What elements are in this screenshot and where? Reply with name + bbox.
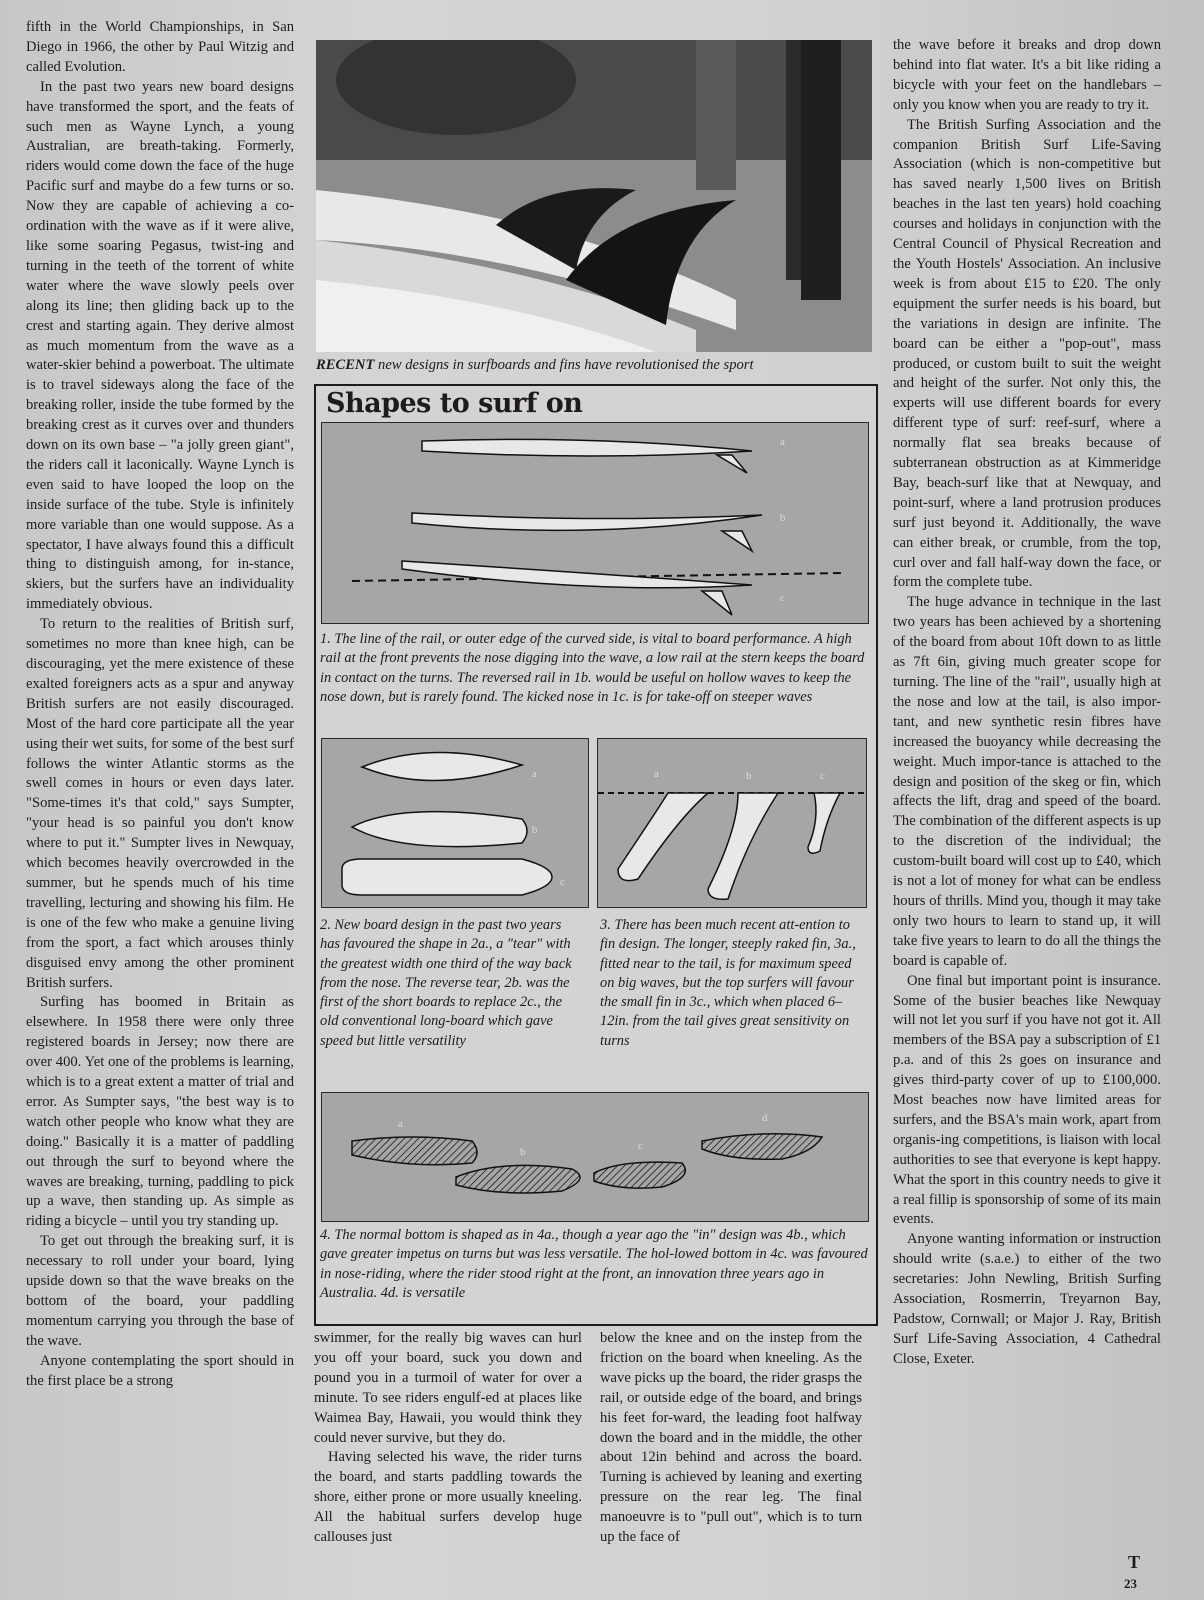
paragraph: the wave before it breaks and drop down behind into flat water. It's a bit like riding a bicycle with your feet on the handlebars – only you know when you are ready to try it.	[893, 37, 1161, 113]
paragraph: fifth in the World Championships, in San Diego in 1966, the other by Paul Witzig and called Evolution.	[26, 19, 294, 75]
fig4-label-d: d	[762, 1112, 768, 1124]
caption-2: 2. New board design in the past two years has favoured the shape in 2a., a "tear" with the greatest width one third of the way back from the nose. The reverse tear, 2b. was the first of the short boards to replace 2c., the old conventional long-board which gave speed but little versatility	[320, 917, 572, 1049]
surfboard-fins-photo	[316, 40, 872, 352]
photo-caption: RECENT new designs in surfboards and fins have revolutionised the sport	[316, 357, 754, 373]
paragraph: Having selected his wave, the rider turns the board, and starts paddling towards the shore, either prone or more usually kneeling. All the habitual surfers develop huge callouses just	[314, 1449, 582, 1546]
caption-3: 3. There has been much recent att-ention to fin design. The longer, steeply raked fin, 3a., fitted near to the tail, is for maximum speed on big waves, but the top surfers will favour the small fin in 3c., which when placed 6–12in. from the tail gives great sensitivity on turns	[600, 917, 856, 1049]
fig1-label-b: b	[780, 512, 786, 524]
paragraph: Anyone contemplating the sport should in the first place be a strong	[26, 1352, 294, 1389]
caption-4: 4. The normal bottom is shaped as in 4a., though a year ago the "in" design was 4b., which gave greater impetus on turns but was less versatile. The hol-lowed bottom in 4c. was favoured in nose-riding, where the rider stood right at the front, an innovation three years ago in Australia. 4d. is versatile	[320, 1227, 868, 1301]
fig3-label-c: c	[820, 770, 825, 782]
paragraph: To return to the realities of British surf, sometimes no more than knee high, can be discouraging, yet the mere existence of these exalted foreigners acts as a spur and anyway British surfers are not easily discouraged. Most of the hard core participate all the year using their wet suits, for some of the best surf follows the winter Atlantic storms as the swell comes in hours or even days later. "Some-times it's that cold," says Sumpter, "your head is so painful you don't know where to put it." Sumpter lives in Newquay, which becomes heavily overcrowded in the summer, but he spends much of his time travelling, lecturing and showing his film. He is one of the few who make a genuine living from the sport, a fact which arouses thinly disguised envy among the other prominent British surfers.	[26, 616, 294, 991]
shapes-to-surf-on-box	[314, 384, 878, 1326]
figure-3-fin-designs	[597, 738, 867, 908]
fig4-label-a: a	[398, 1118, 403, 1130]
page-number: 23	[1124, 1576, 1137, 1591]
paragraph: One final but important point is insurance. Some of the busier beaches like Newquay will not let you surf if you have not got it. All members of the BSA pay a subscription of £1 p.a. and of this 2s goes on insurance and gives third-party cover of up to £100,000. Most beaches now have limited areas for surfers, and the BSA's main work, apart from organis-ing competitions, is liaison with local authorities to see that everyone is kept happy. What the sport in this country needs to give it a real fillip is sponsorship of some of its main events.	[893, 972, 1161, 1228]
caption-1: 1. The line of the rail, or outer edge of the curved side, is vital to board performance. A high rail at the front prevents the nose digging into the wave, a low rail at the stern keeps the board in contact on the turns. The reversed rail in 1b. would be useful on hollow waves to keep the nose down, but is rarely found. The kicked nose in 1c. is for take-off on steeper waves	[320, 631, 865, 705]
paragraph: Anyone wanting information or instruction should write (s.a.e.) to either of the two secretaries: John Newling, British Surfing Association, Rosmerrin, Treyarnon Bay, Padstow, Cornwall; or Major J. Ray, British Surf Life-Saving Association, 4 Cathedral Close, Exeter.	[893, 1231, 1161, 1367]
column-middle-continued	[314, 1329, 582, 1548]
box-title: Shapes to surf on	[326, 388, 583, 419]
fig2-label-b: b	[532, 824, 538, 836]
fig1-label-c: c	[780, 592, 785, 604]
paragraph: below the knee and on the instep from the friction on the board when kneeling. As the wave picks up the board, the rider grasps the rail, or outside edge of the board, and brings his feet for-ward, the leading foot halfway down the board and in the middle, the other about 12in behind and across the board. Turning is achieved by leaning and exerting pressure on the rear leg. The final manoeuvre is to "pull out", which is to turn up the face of	[600, 1330, 862, 1546]
figure-4-bottom-shapes	[321, 1092, 869, 1222]
paragraph: To get out through the breaking surf, it is necessary to roll under your board, lying upside down so that the wave breaks on the bottom of the board, your paddling momentum carrying you through the base of the wave.	[26, 1233, 294, 1349]
fig4-label-b: b	[520, 1146, 526, 1158]
column-left	[26, 18, 294, 1392]
column-right	[893, 36, 1161, 1370]
magazine-logo: T	[1128, 1552, 1141, 1572]
paragraph: Surfing has boomed in Britain as elsewhere. In 1958 there were only three registered boards in Jersey; now there are over 400. Yet one of the problems is learning, which is to a great extent a matter of trial and error. As Sumpter says, "the best way is to watch other people who know what they are doing." Basically it is a matter of paddling out through the surf to beyond where the waves are breaking, turning, paddling to pick up a wave, then standing up. As simple as riding a bicycle – until you try standing up.	[26, 994, 294, 1230]
paragraph: The British Surfing Association and the companion British Surf Life-Saving Association (which is non-competitive but has saved nearly 1,500 lives on British beaches in the last ten years) hold coaching courses and holidays in conjunction with the Central Council of Physical Recreation and the Youth Hostels' Association. An inclusive week is from about £15 to £20. The only equipment the surfer needs is his board, but the variations in design are infinite. The board can be either a "pop-out", mass produced, or custom built to suit the weight and height of the surfer. Not only this, the experts will use different boards for every different type of surf: reef-surf, where a normally flat sea breaks because of subterranean obstruction as at Kimmeridge Bay, beach-surf like that at Newquay, and point-surf, where a land protrusion produces surf just beyond it. Additionally, the wave can either break, or crumble, from the top, curl over and fall half-way down the face, or form the complete tube.	[893, 116, 1161, 591]
fig3-label-a: a	[654, 768, 659, 780]
figure-2-board-outlines	[321, 738, 589, 908]
fig1-label-a: a	[780, 436, 785, 448]
fig4-label-c: c	[638, 1140, 643, 1152]
paragraph: swimmer, for the really big waves can hurl you off your board, suck you down and pound you in a turmoil of water for over a minute. To see riders engulf-ed at places like Waimea Bay, Hawaii, you would think they could never survive, but they do.	[314, 1330, 582, 1446]
column-middle-right-continued	[600, 1329, 862, 1548]
fig2-label-a: a	[532, 768, 537, 780]
fig3-label-b: b	[746, 770, 752, 782]
paragraph: The huge advance in technique in the last two years has been achieved by a shortening of the board from about 10ft down to as little as 7ft 6in, giving much greater scope for turning. The line of the "rail", usually high at the nose and low at the tail, is also impor-tant, and new synthetic resin fibres have increased the buoyancy while decreasing the weight. Much impor-tance is attached to the design and position of the skeg or fin, which affects the lift, drag and speed of the board. The combination of the different aspects is up to the discretion of the individual; the custom-built board will cost up to £40, which is not a lot of money for what can be endless hours of thrills. Mind you, though it may take only two hours to learn to stand up, it will take five years to learn to do all the things the board is capable of.	[893, 594, 1161, 969]
figure-1-rail-lines	[321, 422, 869, 624]
paragraph: In the past two years new board designs have transformed the sport, and the feats of such men as Wayne Lynch, a young Australian, are breath-taking. Formerly, riders would come down the face of the huge Pacific surf and maybe do a few turns or so. Now they are capable of achieving a co-ordination with the wave as if it were alive, like some soaring Pegasus, twist-ing and turning in the teeth of the torrent of white water where the wave slowly peels over along its line; then gliding back up to the crest and starting again. They derive almost as much momentum from the wave as a water-skier behind a powerboat. The ultimate is to travel sideways along the face of the breaking roller, inside the tube formed by the breaking crest as it curves over and thunders down on its own base – "a jolly green giant", the riders call it laconically. Wayne Lynch is even said to have looped the loop on the inside surface of the tube. Style is infinitely more variable than one would suppose. As a spectator, I have always found this a difficult thing to distinguish among, for in-stance, skiers, but the surfers have an individuality immediately obvious.	[26, 78, 294, 613]
fig2-label-c: c	[560, 876, 565, 888]
